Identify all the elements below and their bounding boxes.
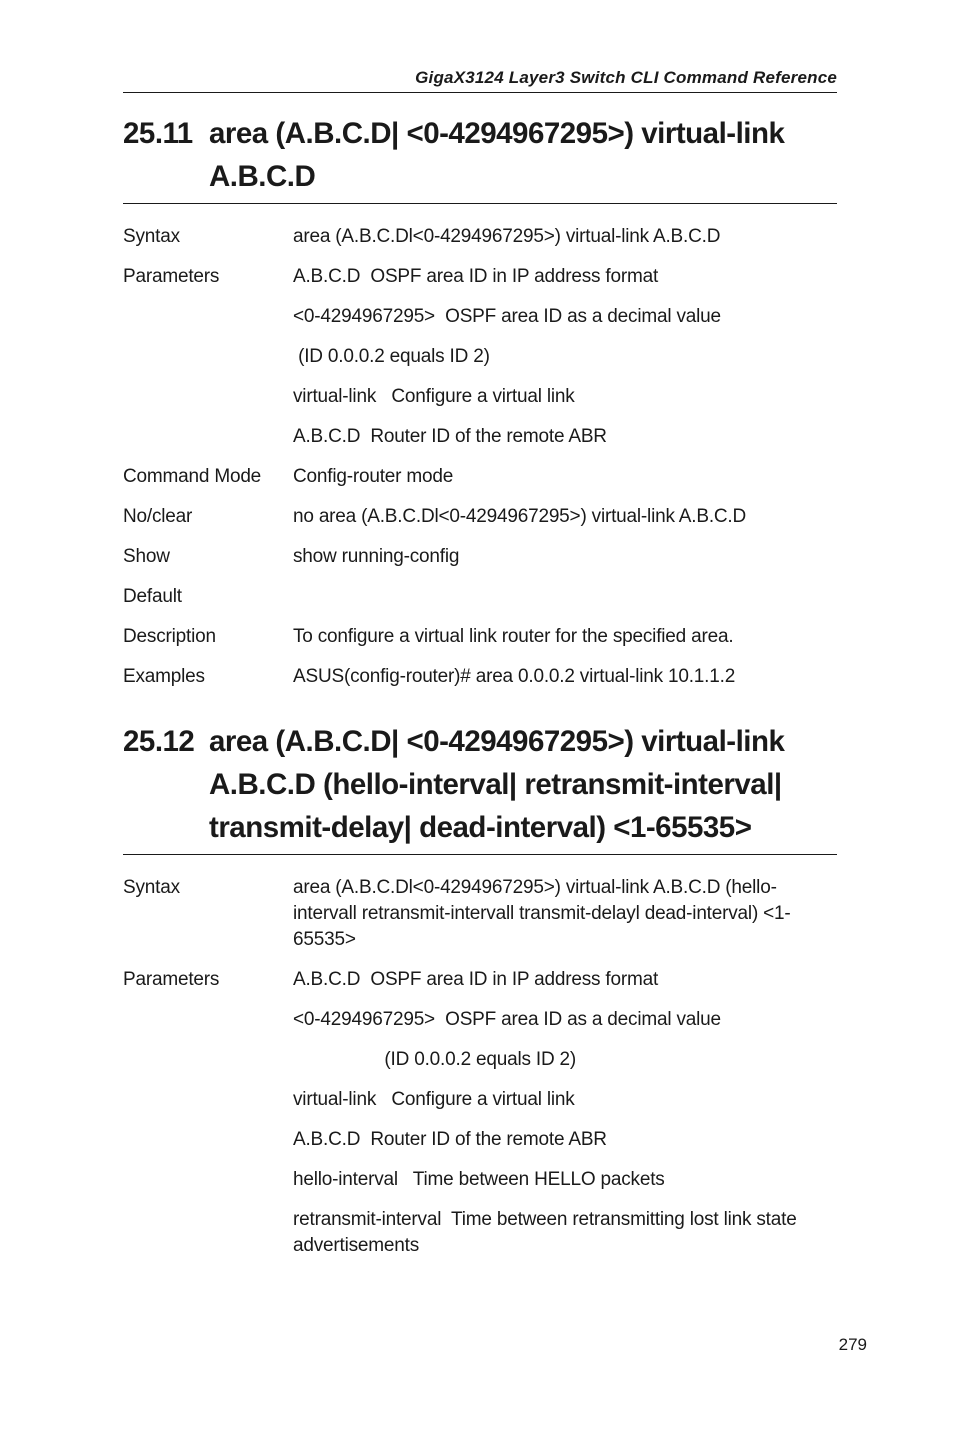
table-row (123, 1167, 837, 1193)
row-label: Syntax (123, 877, 180, 898)
row-label: Parameters (123, 969, 220, 990)
table-row (123, 464, 837, 490)
row-label (123, 1127, 293, 1153)
row-value: Config-router mode (293, 466, 454, 487)
row-label: Examples (123, 666, 205, 687)
row-value: A.B.C.D OSPF area ID in IP address format (293, 266, 659, 287)
section-title: area (A.B.C.D| <0-4294967295>) virtual-link A.B.C.D (hello-interval| retransmit-interval| transmit-delay| dead-interval) <1-65535> (209, 725, 785, 844)
row-label: Description (123, 626, 216, 647)
row-label (123, 1007, 293, 1033)
table-row (123, 664, 837, 690)
row-value: A.B.C.D Router ID of the remote ABR (293, 1129, 607, 1150)
row-label (123, 1047, 293, 1073)
section-number: 25.12 (123, 725, 195, 758)
section-number: 25.11 (123, 117, 193, 150)
section-heading (123, 720, 837, 855)
table-row (123, 344, 837, 370)
command-table (123, 204, 837, 690)
table-row (123, 624, 837, 650)
row-label (123, 1207, 293, 1259)
table-row (123, 504, 837, 530)
row-label: No/clear (123, 506, 193, 527)
row-label: Command Mode (123, 466, 262, 487)
row-label: Parameters (123, 266, 220, 287)
row-value: (ID 0.0.0.2 equals ID 2) (293, 1049, 577, 1070)
row-value: (ID 0.0.0.2 equals ID 2) (293, 346, 490, 367)
table-row (123, 967, 837, 993)
row-value: hello-interval Time between HELLO packets (293, 1169, 665, 1190)
command-table (123, 855, 837, 1259)
section-25-11 (123, 112, 837, 690)
row-value: area (A.B.C.Dl<0-4294967295>) virtual-link A.B.C.D (hello-intervall retransmit-intervall transmit-delayl dead-interval) <1-65535> (293, 877, 791, 950)
table-row (123, 584, 837, 610)
page-number: 279 (838, 1335, 867, 1354)
row-value: To configure a virtual link router for the specified area. (293, 626, 734, 647)
table-row (123, 424, 837, 450)
table-row (123, 1127, 837, 1153)
row-label (123, 304, 293, 330)
row-label (123, 1167, 293, 1193)
row-label: Show (123, 546, 170, 567)
section-25-12 (123, 720, 837, 1259)
section-title: area (A.B.C.D| <0-4294967295>) virtual-link A.B.C.D (209, 117, 785, 193)
row-label (123, 344, 293, 370)
table-row (123, 544, 837, 570)
row-label (123, 1087, 293, 1113)
row-label (123, 384, 293, 410)
row-label: Syntax (123, 226, 180, 247)
table-row (123, 304, 837, 330)
row-label: Default (123, 586, 182, 607)
row-value: A.B.C.D OSPF area ID in IP address format (293, 969, 659, 990)
section-heading (123, 112, 837, 204)
row-value: ASUS(config-router)# area 0.0.0.2 virtual-link 10.1.1.2 (293, 666, 736, 687)
row-value: virtual-link Configure a virtual link (293, 386, 575, 407)
row-value: area (A.B.C.Dl<0-4294967295>) virtual-link A.B.C.D (293, 226, 721, 247)
row-value: <0-4294967295> OSPF area ID as a decimal value (293, 306, 721, 327)
table-row (123, 1047, 837, 1073)
running-header: GigaX3124 Layer3 Switch CLI Command Reference (123, 68, 837, 93)
table-row (123, 1207, 837, 1259)
row-value (293, 584, 837, 610)
row-value: retransmit-interval Time between retransmitting lost link state advertisements (293, 1209, 802, 1256)
row-value: <0-4294967295> OSPF area ID as a decimal value (293, 1009, 721, 1030)
row-value: no area (A.B.C.Dl<0-4294967295>) virtual-link A.B.C.D (293, 506, 747, 527)
table-row (123, 264, 837, 290)
table-row (123, 1007, 837, 1033)
table-row (123, 224, 837, 250)
row-label (123, 424, 293, 450)
table-row (123, 875, 837, 953)
row-value: show running-config (293, 546, 460, 567)
table-row (123, 1087, 837, 1113)
row-value: A.B.C.D Router ID of the remote ABR (293, 426, 607, 447)
row-value: virtual-link Configure a virtual link (293, 1089, 575, 1110)
table-row (123, 384, 837, 410)
